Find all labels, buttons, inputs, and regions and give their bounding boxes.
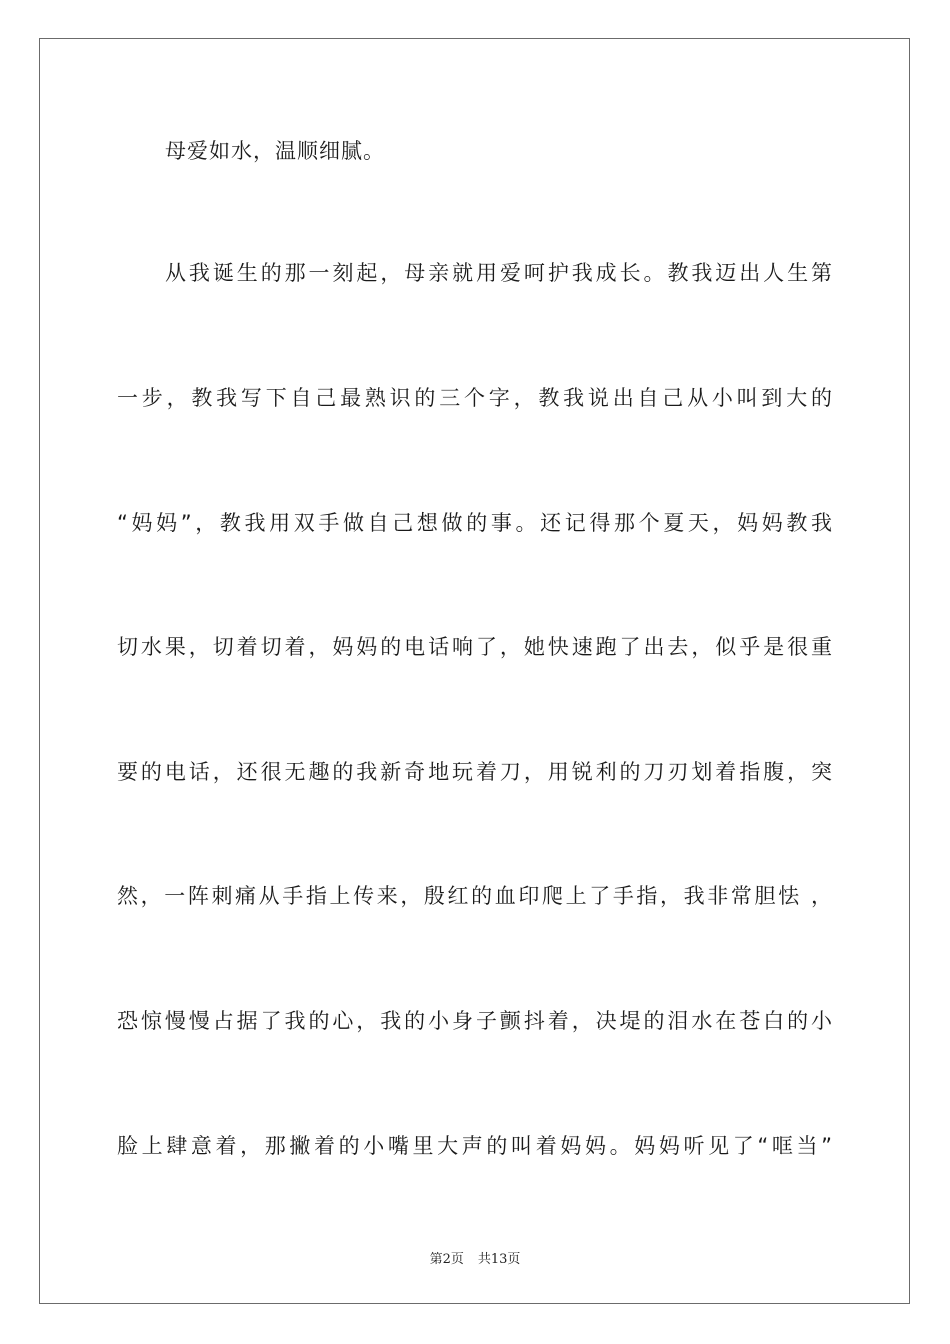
paragraph-line: 要的电话，还很无趣的我新奇地玩着刀，用锐利的刀刃划着指腹，突	[117, 760, 832, 784]
page-number: 第2页	[429, 1252, 464, 1267]
paragraph-line: “妈妈”，教我用双手做自己想做的事。还记得那个夏天，妈妈教我	[117, 511, 832, 535]
paragraph-line: 母爱如水，温顺细腻。	[165, 139, 385, 163]
page-footer	[0, 1248, 950, 1267]
paragraph-line: 一步，教我写下自己最熟识的三个字，教我说出自己从小叫到大的	[117, 386, 832, 410]
paragraph-line: 从我诞生的那一刻起，母亲就用爱呵护我成长。教我迈出人生第	[165, 261, 832, 285]
page-frame	[39, 38, 910, 1304]
page-total: 共13页	[477, 1252, 521, 1267]
paragraph-line: 然，一阵刺痛从手指上传来，殷红的血印爬上了手指，我非常胆怯 ，	[117, 884, 832, 908]
paragraph-line: 脸上肆意着，那撇着的小嘴里大声的叫着妈妈。妈妈听见了“哐当”	[117, 1134, 832, 1158]
paragraph-line: 恐惊慢慢占据了我的心，我的小身子颤抖着，决堤的泪水在苍白的小	[117, 1009, 832, 1033]
paragraph-line: 切水果，切着切着，妈妈的电话响了，她快速跑了出去，似乎是很重	[117, 635, 832, 659]
